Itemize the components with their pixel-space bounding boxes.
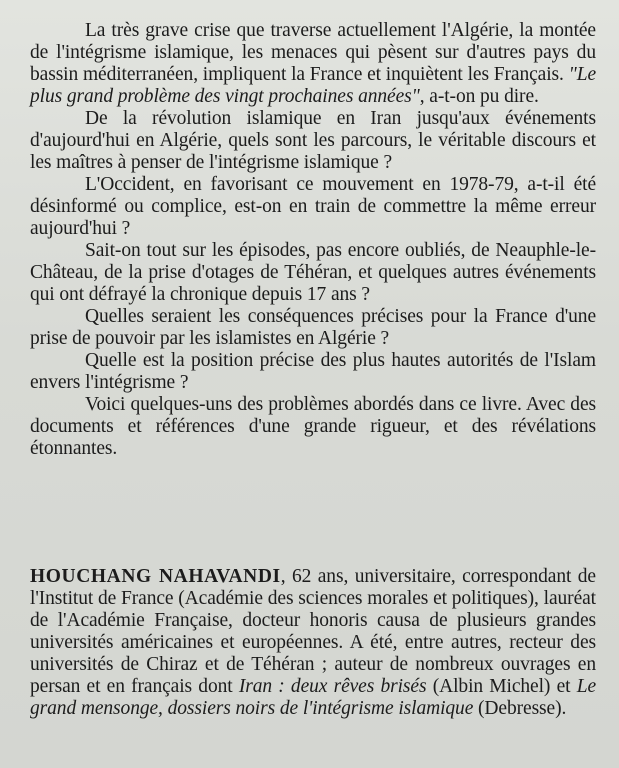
blurb-paragraph-1 <box>30 20 596 108</box>
blurb-paragraph-5: Quelles seraient les conséquences précises pour la France d'une prise de pouvoir par les islamistes en Algérie ? <box>30 306 596 349</box>
blurb-paragraph-1-tail: , a-t-on pu dire. <box>419 86 539 107</box>
author-biography <box>30 566 596 720</box>
blurb-paragraph-2: De la révolution islamique en Iran jusqu'aux événements d'aujourd'hui en Algérie, quels sont les parcours, le véritable discours et les maîtres à penser de l'intégrisme islamique ? <box>30 108 596 173</box>
blurb-paragraph-6: Quelle est la position précise des plus hautes autorités de l'Islam envers l'intégrisme ? <box>30 350 596 393</box>
book-blurb <box>30 20 596 460</box>
book-title-2: Le grand mensonge, dossiers noirs de l'intégrisme islamique <box>30 676 597 719</box>
book-title-1: Iran : deux rêves brisés <box>238 676 427 697</box>
blurb-paragraph-4: Sait-on tout sur les épisodes, pas encore oubliés, de Neauphle-le-Château, de la prise d'otages de Téhéran, et quelques autres événements qui ont défrayé la chronique depuis 17 ans ? <box>30 240 596 305</box>
blurb-paragraph-1-text: La très grave crise que traverse actuellement l'Algérie, la montée de l'intégrisme islamique, les menaces qui pèsent sur d'autres pays du bassin méditerranéen, impliquent la France et inquiètent les Français. <box>30 20 596 85</box>
bio-text-2: (Albin Michel) et <box>426 676 577 697</box>
blurb-paragraph-3: L'Occident, en favorisant ce mouvement en 1978-79, a-t-il été désinformé ou complice, est-on en train de commettre la même erreur aujourd'hui ? <box>30 174 596 239</box>
blurb-quote: "Le plus grand problème des vingt prochaines années" <box>30 64 596 107</box>
author-name: HOUCHANG NAHAVANDI <box>30 566 281 587</box>
bio-text-3: (Debresse). <box>473 698 567 719</box>
bio-text-1: , 62 ans, universitaire, correspondant de l'Institut de France (Académie des sciences morales et politiques), lauréat de l'Académie Française, docteur honoris causa de plusieurs grandes universités américaines et européennes. A été, entre autres, recteur des universités de Chiraz et de Téhéran ; auteur de nombreux ouvrages en persan et en français dont <box>30 566 596 697</box>
blurb-paragraph-7: Voici quelques-uns des problèmes abordés dans ce livre. Avec des documents et références d'une grande rigueur, et des révélations étonnantes. <box>30 394 596 459</box>
